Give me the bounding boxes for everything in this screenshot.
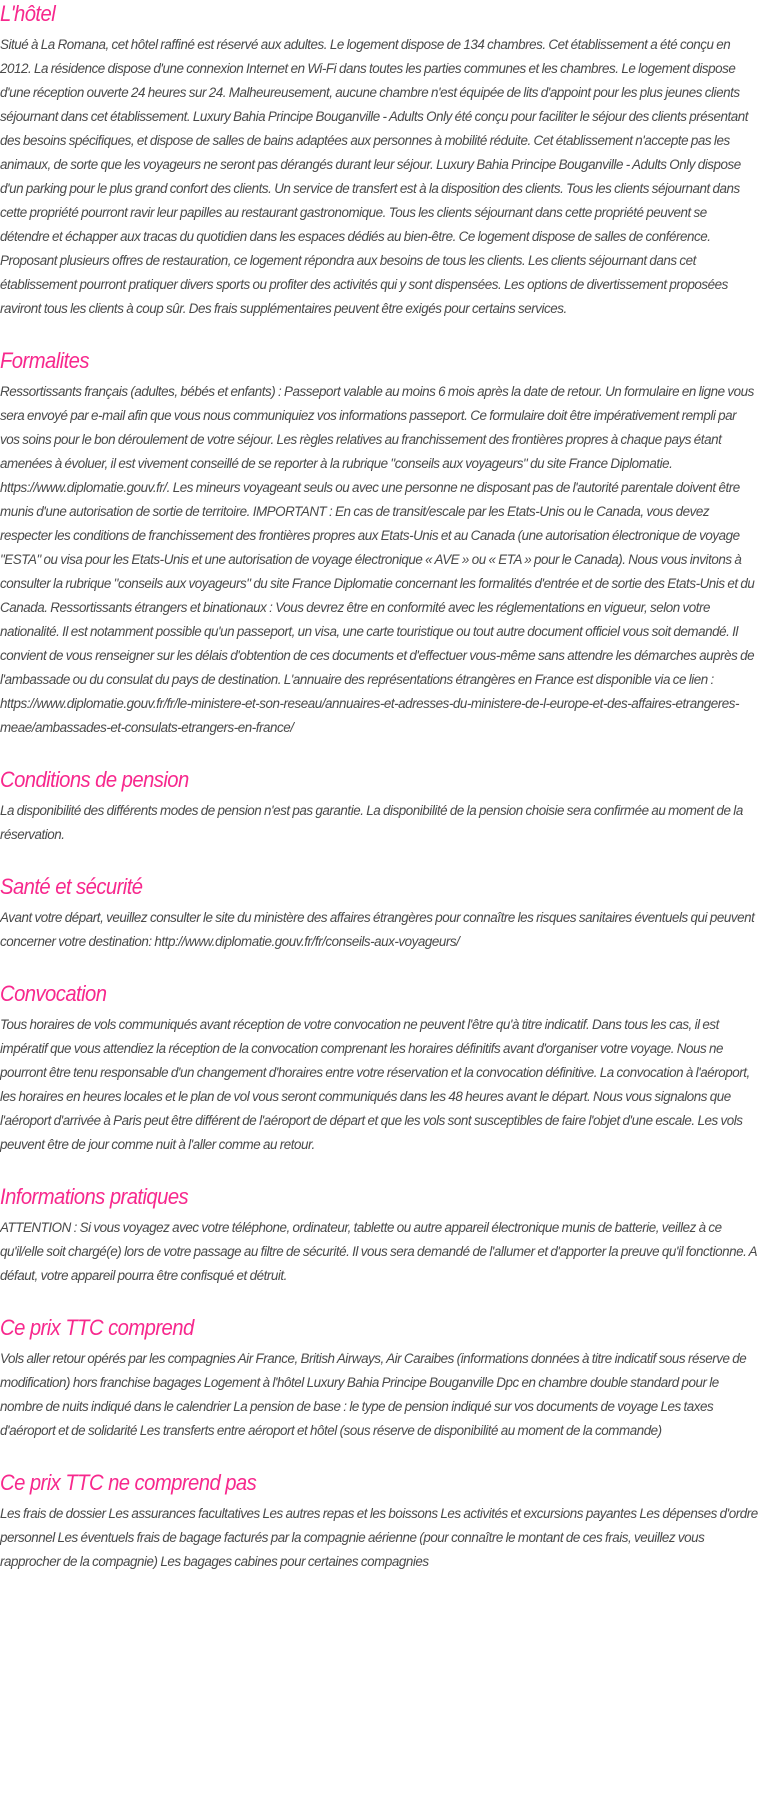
section-title-conditions-pension: Conditions de pension (0, 767, 189, 792)
section-spacer (0, 740, 758, 766)
section-prix-ne-comprend-pas (0, 1469, 758, 1574)
section-spacer (0, 954, 758, 980)
section-title-informations-pratiques: Informations pratiques (0, 1184, 189, 1209)
section-sante-securite (0, 873, 758, 954)
section-spacer (0, 1157, 758, 1183)
section-formalites (0, 347, 758, 740)
section-hotel (0, 0, 758, 321)
section-title-convocation: Convocation (0, 981, 107, 1006)
section-body-conditions-pension: La disponibilité des différents modes de pension n'est pas garantie. La disponibilité de la pension choisie sera confirmée au moment de la réservation. (0, 803, 743, 842)
section-spacer (0, 321, 758, 347)
section-body-hotel: Situé à La Romana, cet hôtel raffiné est réservé aux adultes. Le logement dispose de 134 chambres. Cet établissement a été conçu en 2012. La résidence dispose d'une connexion Internet en Wi-Fi dans toutes les parties communes et les chambres. Le logement dispose d'une réception ouverte 24 heures sur 24. Malheureusement, aucune chambre n'est équipée de lits d'appoint pour les plus jeunes clients séjournant dans cet établissement. Luxury Bahia Principe Bouganville - Adults Only été conçu pour faciliter le séjour des clients présentant des besoins spécifiques, et dispose de salles de bains adaptées aux personnes à mobilité réduite. Cet établissement n'accepte pas les animaux, de sorte que les voyageurs ne seront pas dérangés durant leur séjour. Luxury Bahia Principe Bouganville - Adults Only dispose d'un parking pour le plus grand confort des clients. Un service de transfert est à la disposition des clients. Tous les clients séjournant dans cette propriété pourront ravir leur papilles au restaurant gastronomique. Tous les clients séjournant dans cette propriété peuvent se détendre et échapper aux tracas du quotidien dans les espaces dédiés au bien-être. Ce logement dispose de salles de conférence. Proposant plusieurs offres de restauration, ce logement répondra aux besoins de tous les clients. Les clients séjournant dans cet établissement pourront pratiquer divers sports ou profiter des activités qui y sont dispensées. Les options de divertissement proposées raviront tous les clients à coup sûr. Des frais supplémentaires peuvent être exigés pour certains services. (0, 37, 749, 316)
section-informations-pratiques (0, 1183, 758, 1288)
section-body-prix-comprend: Vols aller retour opérés par les compagnies Air France, British Airways, Air Caraibes (informations données à titre indicatif sous réserve de modification) hors franchise bagages Logement à l'hôtel Luxury Bahia Principe Bouganville Dpc en chambre double standard pour le nombre de nuits indiqué dans le calendrier La pension de base : le type de pension indiqué sur vos documents de voyage Les taxes d'aéroport et de solidarité Les transferts entre aéroport et hôtel (sous réserve de disponibilité au moment de la commande) (0, 1351, 747, 1438)
section-prix-comprend (0, 1314, 758, 1443)
section-title-sante-securite: Santé et sécurité (0, 874, 143, 899)
section-title-prix-comprend: Ce prix TTC comprend (0, 1315, 194, 1340)
section-spacer (0, 1288, 758, 1314)
section-body-informations-pratiques: ATTENTION : Si vous voyagez avec votre téléphone, ordinateur, tablette ou autre appareil électronique munis de batterie, veillez à ce qu'il/elle soit chargé(e) lors de votre passage au filtre de sécurité. Il vous sera demandé de l'allumer et d'apporter la preuve qu'il fonctionne. A défaut, votre appareil pourra être confisqué et détruit. (0, 1220, 757, 1283)
section-conditions-pension (0, 766, 758, 847)
section-convocation (0, 980, 758, 1157)
section-body-prix-ne-comprend-pas: Les frais de dossier Les assurances facultatives Les autres repas et les boissons Les activités et excursions payantes Les dépenses d'ordre personnel Les éventuels frais de bagage facturés par la compagnie aérienne (pour connaître le montant de ces frais, veuillez vous rapprocher de la compagnie) Les bagages cabines pour certaines compagnies (0, 1506, 758, 1569)
section-spacer (0, 1443, 758, 1469)
section-body-convocation: Tous horaires de vols communiqués avant réception de votre convocation ne peuvent l'être qu'à titre indicatif. Dans tous les cas, il est impératif que vous attendiez la réception de la convocation comprenant les horaires définitifs avant d'organiser votre voyage. Nous ne pourront être tenu responsable d'un changement d'horaires entre votre réservation et la convocation définitive. La convocation à l'aéroport, les horaires en heures locales et le plan de vol vous seront communiqués dans les 48 heures avant le départ. Nous vous signalons que l'aéroport d'arrivée à Paris peut être différent de l'aéroport de départ et que les vols sont susceptibles de faire l'objet d'une escale. Les vols peuvent être de jour comme nuit à l'aller comme au retour. (0, 1017, 750, 1152)
section-spacer (0, 847, 758, 873)
section-title-formalites: Formalites (0, 348, 89, 373)
section-body-formalites: Ressortissants français (adultes, bébés et enfants) : Passeport valable au moins 6 mois après la date de retour. Un formulaire en ligne vous sera envoyé par e-mail afin que vous nous communiquiez vos informations passeport. Ce formulaire doit être impérativement rempli par vos soins pour le bon déroulement de votre séjour. Les règles relatives au franchissement des frontières propres à chaque pays étant amenées à évoluer, il est vivement conseillé de se reporter à la rubrique "conseils aux voyageurs" du site France Diplomatie. https://www.diplomatie.gouv.fr/. Les mineurs voyageant seuls ou avec une personne ne disposant pas de l'autorité parentale doivent être munis d'une autorisation de sortie de territoire. IMPORTANT : En cas de transit/escale par les Etats-Unis ou le Canada, vous devez respecter les conditions de franchissement des frontières propres aux Etats-Unis et au Canada (une autorisation électronique de voyage "ESTA" ou visa pour les Etats-Unis et une autorisation de voyage électronique « AVE » ou « ETA » pour le Canada). Nous vous invitons à consulter la rubrique "conseils aux voyageurs" du site France Diplomatie concernant les formalités d'entrée et de sortie des Etats-Unis et du Canada. Ressortissants étrangers et binationaux : Vous devrez être en conformité avec les réglementations en vigueur, selon votre nationalité. Il est notamment possible qu'un passeport, un visa, une carte touristique ou tout autre document officiel vous soit demandé. Il convient de vous renseigner sur les délais d'obtention de ces documents et d'effectuer vous-même sans attendre les démarches auprès de l'ambassade ou du consulat du pays de destination. L'annuaire des représentations étrangères en France est disponible via ce lien : https://www.diplomatie.gouv.fr/fr/le-ministere-et-son-reseau/annuaires-et-adresses-du-ministere-de-l-europe-et-des-affaires-etrangeres-meae/ambassades-et-consulats-etrangers-en-france/ (0, 384, 755, 735)
section-body-sante-securite: Avant votre départ, veuillez consulter le site du ministère des affaires étrangères pour connaître les risques sanitaires éventuels qui peuvent concerner votre destination: http://www.diplomatie.gouv.fr/fr/conseils-aux-voyageurs/ (0, 910, 755, 949)
section-title-hotel: L'hôtel (0, 1, 56, 26)
section-title-prix-ne-comprend-pas: Ce prix TTC ne comprend pas (0, 1470, 257, 1495)
